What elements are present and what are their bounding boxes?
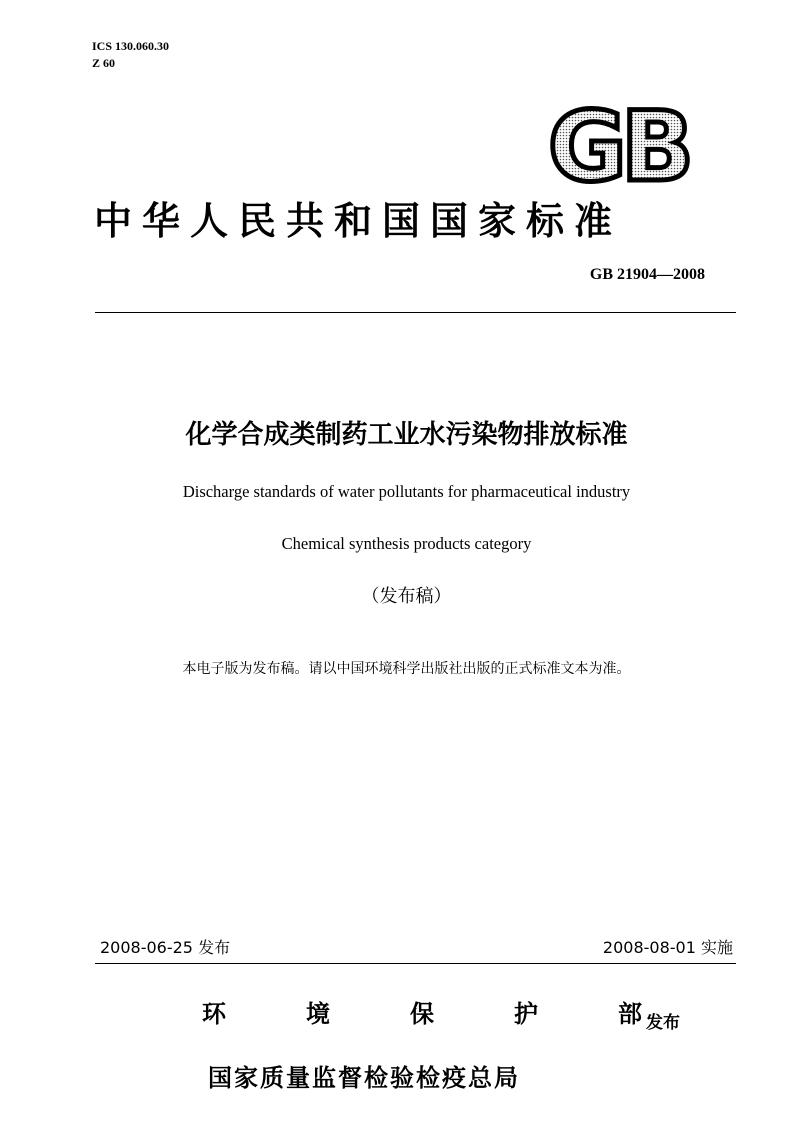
ministry-char: 保 [410,1000,434,1028]
ministry-char: 境 [306,1000,330,1028]
chinese-title: 化学合成类制药工业水污染物排放标准 [185,420,628,450]
standard-number: GB 21904—2008 [589,266,705,283]
issue-date: 2008-06-25 发布 [100,938,231,957]
gb-logo [538,98,698,190]
publish-suffix: 发布 [646,1013,680,1033]
edition-notice: 本电子版为发布稿。请以中国环境科学出版社出版的正式标准文本为准。 [182,661,631,677]
gb-logo-text: GB [548,98,688,190]
english-title-line1: Discharge standards of water pollutants for pharmaceutical industry [182,482,631,501]
implementation-date: 2008-08-01 实施 [602,938,733,957]
ministry-char: 部 [618,1000,642,1028]
ccs-code: Z 60 [92,56,116,70]
co-issuer: 国家质量监督检验检疫总局 [208,1064,520,1092]
classification-codes [92,38,169,72]
ics-code: ICS 130.060.30 [92,39,170,53]
nation-standard-title: 中华人民共和国国家标准 [94,199,623,243]
bottom-divider [95,963,736,964]
top-divider [95,312,736,313]
ministry-char: 环 [202,1000,226,1028]
ministry-char: 护 [514,1000,538,1028]
draft-label: （发布稿） [361,586,452,607]
english-title-line2: Chemical synthesis products category [281,534,532,553]
issuing-ministry [202,994,642,1029]
